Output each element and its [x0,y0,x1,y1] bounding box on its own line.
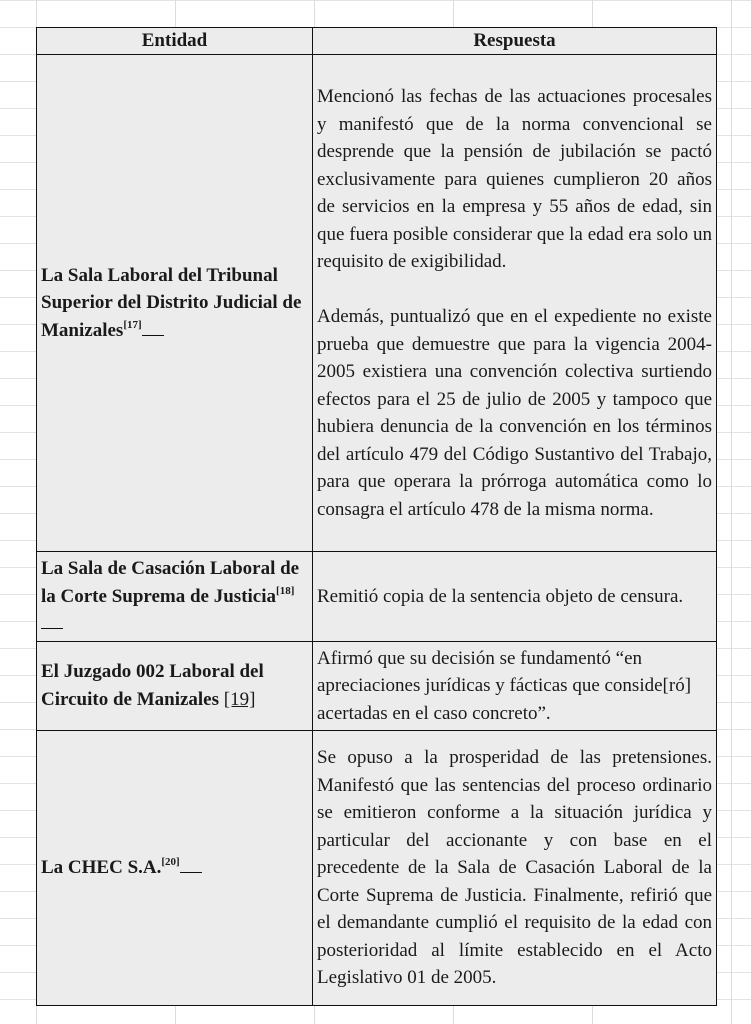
entity-name: La Sala Laboral del Tribunal Superior del Distrito Judicial de Manizales [41,264,302,341]
footnote-underline [41,613,63,629]
entity-cell [37,731,313,1006]
response-cell [313,55,717,552]
table-row [37,731,717,1006]
response-paragraph: Mencionó las fechas de las actuaciones procesales y manifestó que de la norma convencional se desprende que la pensión de jubilación se pactó exclusivamente para quienes cumplieron 20 años de servicios en la empresa y 55 años de edad, sin que fuera posible considerar que la edad era solo un requisito de exigibilidad. [317,86,712,272]
entity-cell [37,552,313,642]
footnote-ref[interactable]: [18] [276,584,295,597]
header-response: Respuesta [313,28,717,55]
table-header-row [37,28,717,55]
table-row [37,55,717,552]
response-cell [313,641,717,731]
footnote-underline [180,857,202,873]
response-cell [313,552,717,642]
response-paragraph: Afirmó que su decisión se fundamentó “en apreciaciones jurídicas y fácticas que conside[ró] acertadas en el caso concreto”. [317,647,692,724]
response-paragraph: Además, puntualizó que en el expediente no existe prueba que demuestre que para la vigencia 2004-2005 existiera una convención colectiva surtiendo efectos para el 25 de julio de 2005 y tampoco que hubiera denuncia de la convención en los términos del artículo 479 del Código Sustantivo del Trabajo, para que operara la prórroga automática como lo consagra el artículo 478 de la misma norma. [317,306,712,520]
footnote-ref[interactable]: [20] [161,856,180,869]
header-entity: Entidad [37,28,313,55]
footnote-ref[interactable]: [19] [223,688,256,710]
footnote-underline [142,320,164,336]
entity-name: La Sala de Casación Laboral de la Corte Suprema de Justicia [41,558,300,607]
responses-table [36,27,717,1006]
footnote-ref[interactable]: [17] [123,318,142,331]
table-row [37,552,717,642]
entity-cell [37,641,313,731]
table-row [37,641,717,731]
response-paragraph: Se opuso a la prosperidad de las pretensiones. Manifestó que las sentencias del proceso ordinario se emitieron conforme a la situación jurídica y particular del accionante y con base en el precedente de la Sala de Casación Laboral de la Corte Suprema de Justicia. Finalmente, refirió que el demandante cumplió el requisito de la edad con posterioridad al límite establecido en el Acto Legislativo 01 de 2005. [317,747,712,989]
response-paragraph: Remitió copia de la sentencia objeto de censura. [317,585,684,607]
entity-cell [37,55,313,552]
entity-name: El Juzgado 002 Laboral del Circuito de Manizales [41,661,264,710]
response-cell [313,731,717,1006]
entity-name: La CHEC S.A. [41,857,162,879]
